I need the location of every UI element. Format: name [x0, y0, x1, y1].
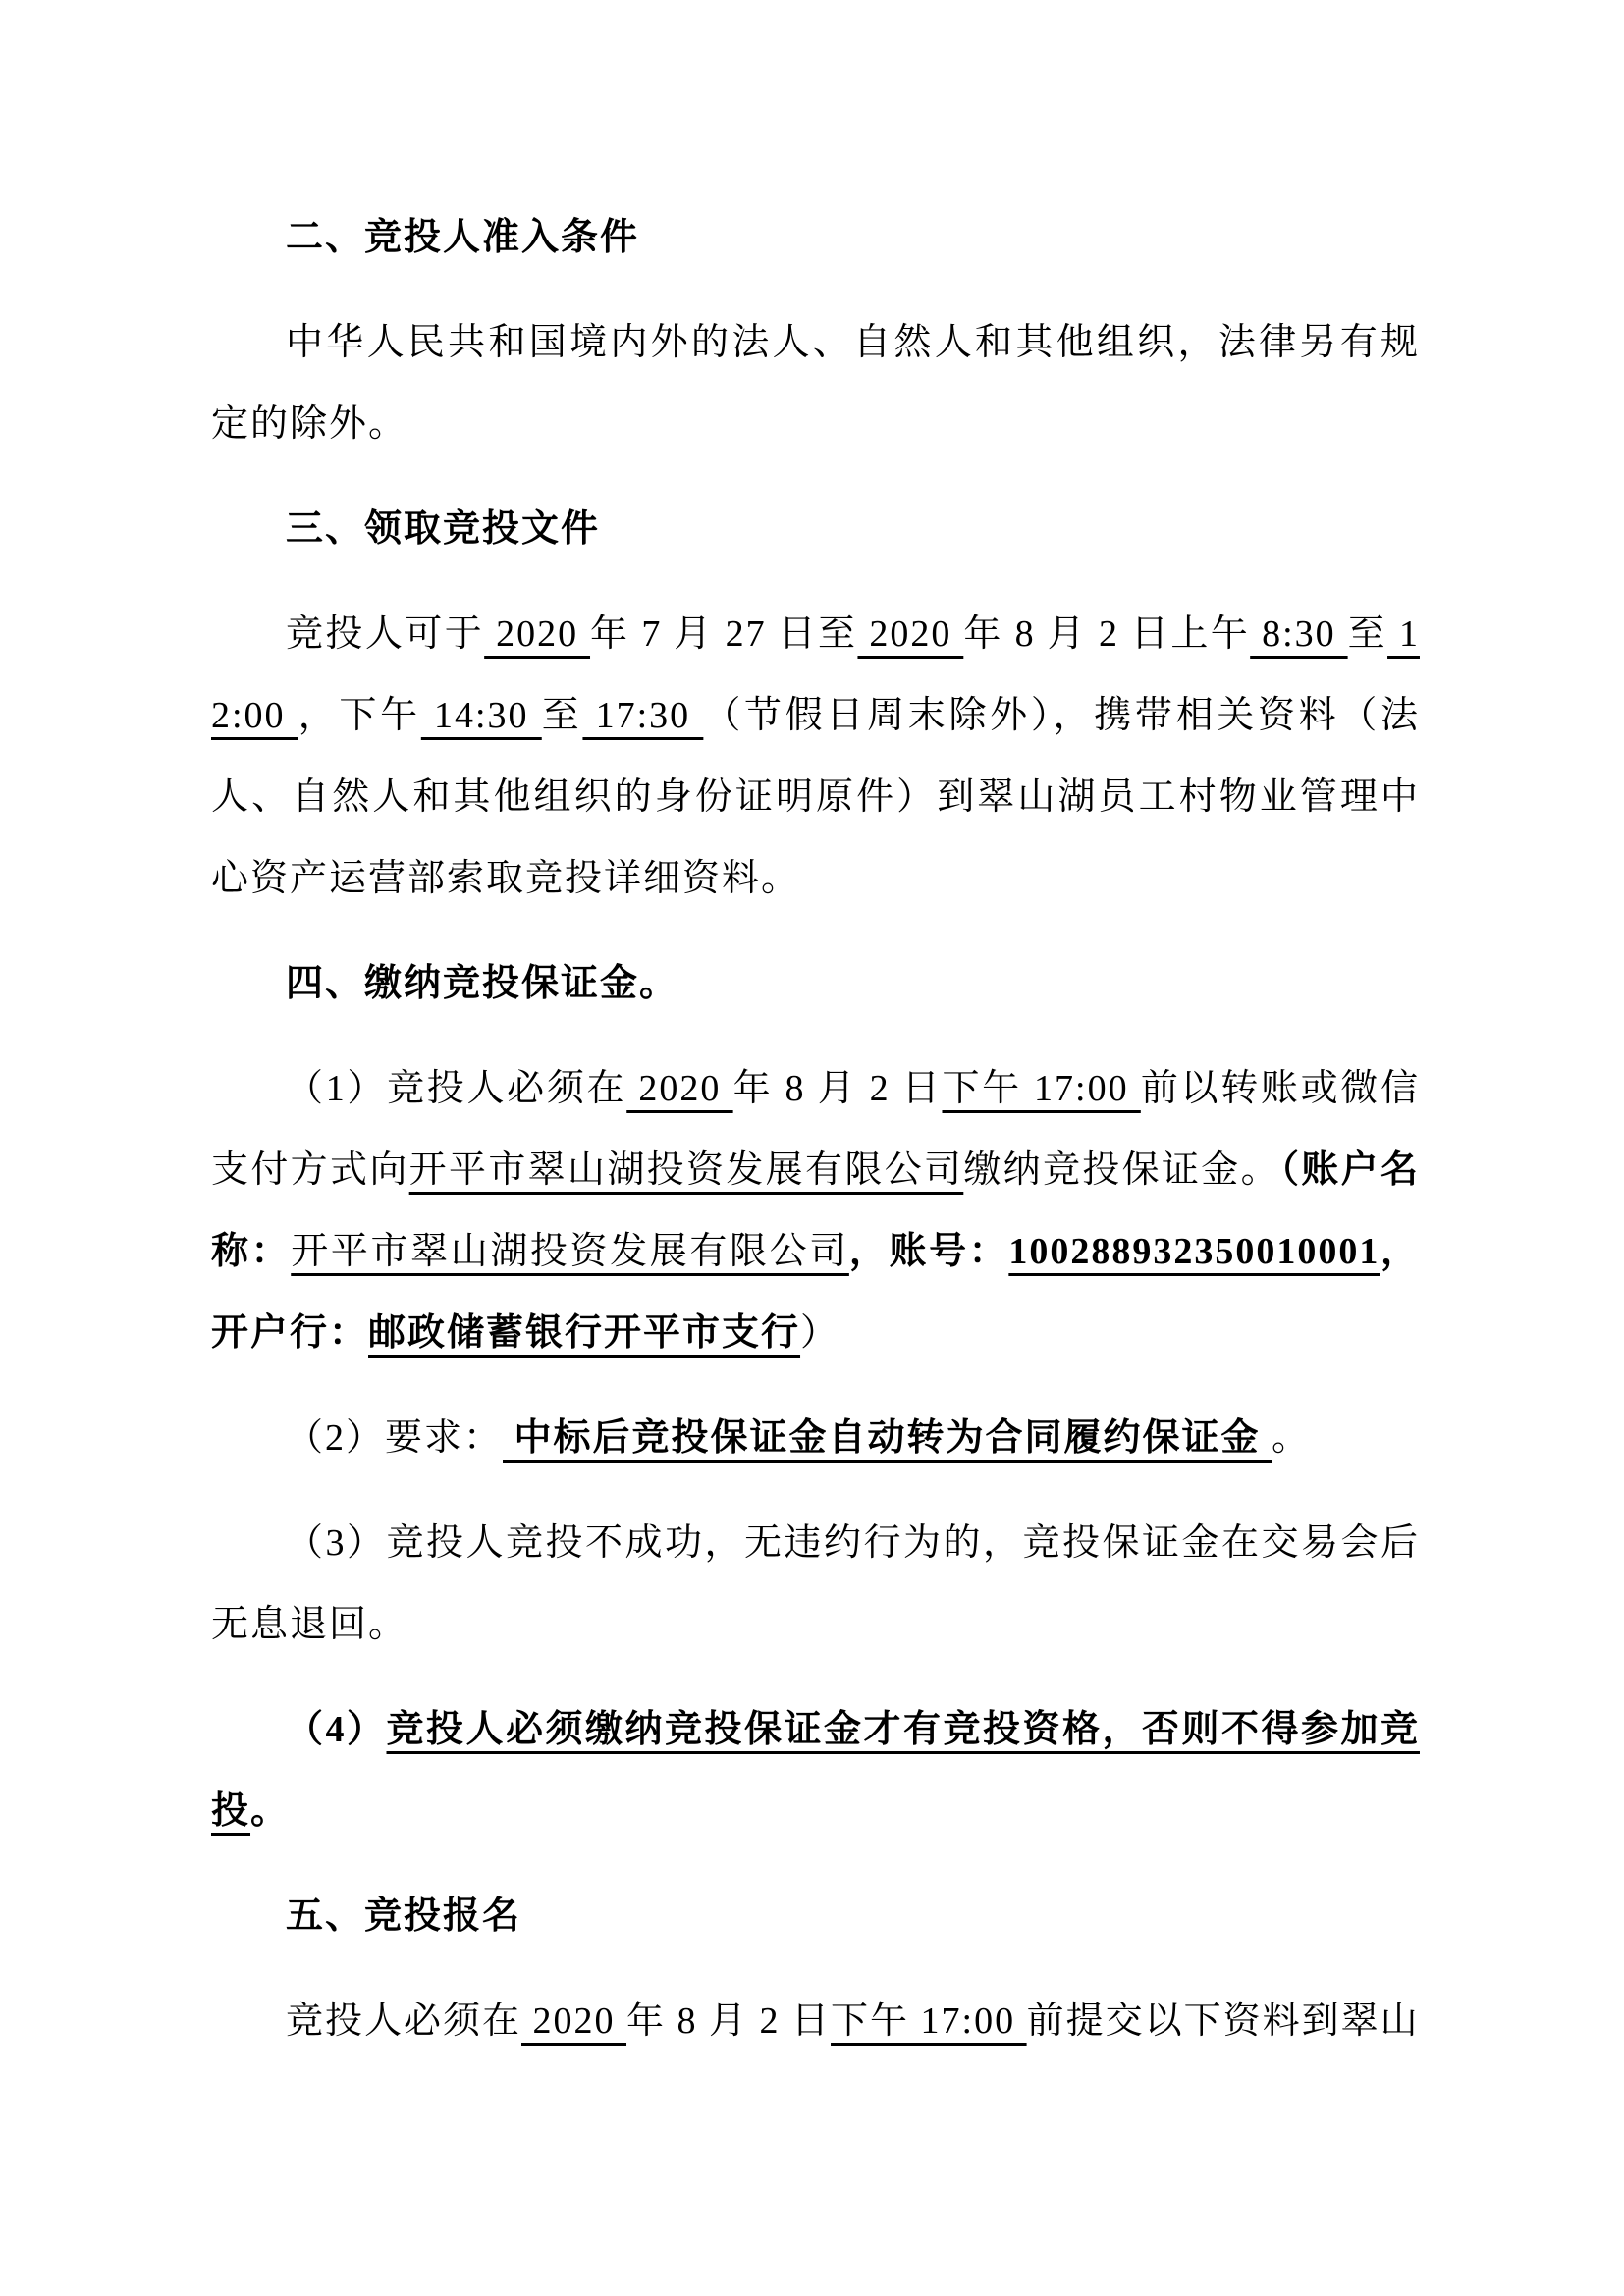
- text-segment: 。: [1272, 1417, 1312, 1459]
- text-segment: 四、缴纳竞投保证金: [286, 963, 640, 1004]
- text-segment: （2）要求：: [286, 1417, 504, 1459]
- section-2-heading: [211, 197, 1420, 279]
- text-segment: ，下午: [298, 695, 421, 736]
- text-segment: 至: [1347, 614, 1388, 655]
- text-segment: 竞投人必须缴纳竞投保证金才有竞投资格，否则不得参加竞投: [211, 1709, 1420, 1832]
- text-segment: 二、竞投人准入条件: [286, 217, 640, 258]
- text-segment: 年 7 月 27 日至: [590, 614, 858, 655]
- text-segment: 三、领取竞投文件: [286, 508, 601, 550]
- text-segment: 。: [639, 963, 679, 1004]
- text-segment: 2020: [484, 614, 591, 655]
- text-segment: 五、竞投报名: [286, 1896, 522, 1937]
- text-segment: （节假日周末除外），携带相关资料（法人、自然人和其他组织的身份证明原件）到翠山湖员工村物业管理中心资产运营部索取竞投详细资料。: [211, 695, 1420, 899]
- text-segment: 14:30: [420, 695, 542, 736]
- text-segment: ，账号：: [848, 1231, 1009, 1272]
- text-segment: 前提交以下资料到翠山: [1026, 2001, 1420, 2042]
- text-segment: 2020: [626, 1068, 733, 1109]
- section-4-item-4: [211, 1689, 1420, 1852]
- text-segment: ，开户行：: [211, 1231, 1420, 1354]
- text-segment: 开平市翠山湖投资发展有限公司: [408, 1149, 964, 1191]
- text-segment: （1）竞投人必须在: [286, 1068, 627, 1109]
- section-3-heading: [211, 489, 1420, 570]
- section-5-heading: [211, 1876, 1420, 1957]
- text-segment: 下午 17:00: [942, 1068, 1141, 1109]
- section-4-item-3: [211, 1503, 1420, 1666]
- section-4-heading: [211, 943, 1420, 1025]
- text-segment: 年 8 月 2 日: [626, 2001, 832, 2042]
- text-segment: 中标后竞投保证金自动转为合同履约保证金: [503, 1417, 1272, 1459]
- text-segment: 竞投人可于: [286, 614, 485, 655]
- section-2-body: [211, 302, 1420, 465]
- text-segment: 2020: [521, 2001, 627, 2042]
- text-segment: 。: [250, 1790, 291, 1832]
- text-segment: 邮政储蓄银行开平市支行: [368, 1312, 801, 1354]
- section-4-item-2: [211, 1398, 1420, 1479]
- text-segment: 2020: [857, 614, 964, 655]
- text-segment: 100288932350010001: [1008, 1231, 1380, 1272]
- section-5-body: [211, 1981, 1420, 2062]
- text-segment: 17:30: [582, 695, 704, 736]
- text-segment: 12:00: [211, 614, 1420, 736]
- text-segment: 缴纳竞投保证金。: [963, 1149, 1280, 1191]
- text-segment: 下午 17:00: [831, 2001, 1027, 2042]
- text-segment: （4）: [286, 1709, 387, 1750]
- text-segment: 年 8 月 2 日上午: [963, 614, 1251, 655]
- text-segment: 前以转账或微信支付方式向: [211, 1068, 1420, 1191]
- section-4-item-1: [211, 1048, 1420, 1374]
- text-segment: （3）竞投人竞投不成功，无违约行为的，竞投保证金在交易会后无息退回。: [211, 1522, 1420, 1645]
- text-segment: 竞投人必须在: [286, 2001, 522, 2042]
- document-page: [211, 197, 1420, 2062]
- text-segment: ）: [800, 1312, 840, 1354]
- text-segment: 开平市翠山湖投资发展有限公司: [291, 1231, 849, 1272]
- text-segment: 至: [541, 695, 583, 736]
- text-segment: 8:30: [1250, 614, 1348, 655]
- section-3-body: [211, 594, 1420, 920]
- text-segment: 年 8 月 2 日: [732, 1068, 943, 1109]
- text-segment: 中华人民共和国境内外的法人、自然人和其他组织，法律另有规定的除外。: [211, 322, 1420, 445]
- text-segment: （账户名称：: [211, 1149, 1420, 1272]
